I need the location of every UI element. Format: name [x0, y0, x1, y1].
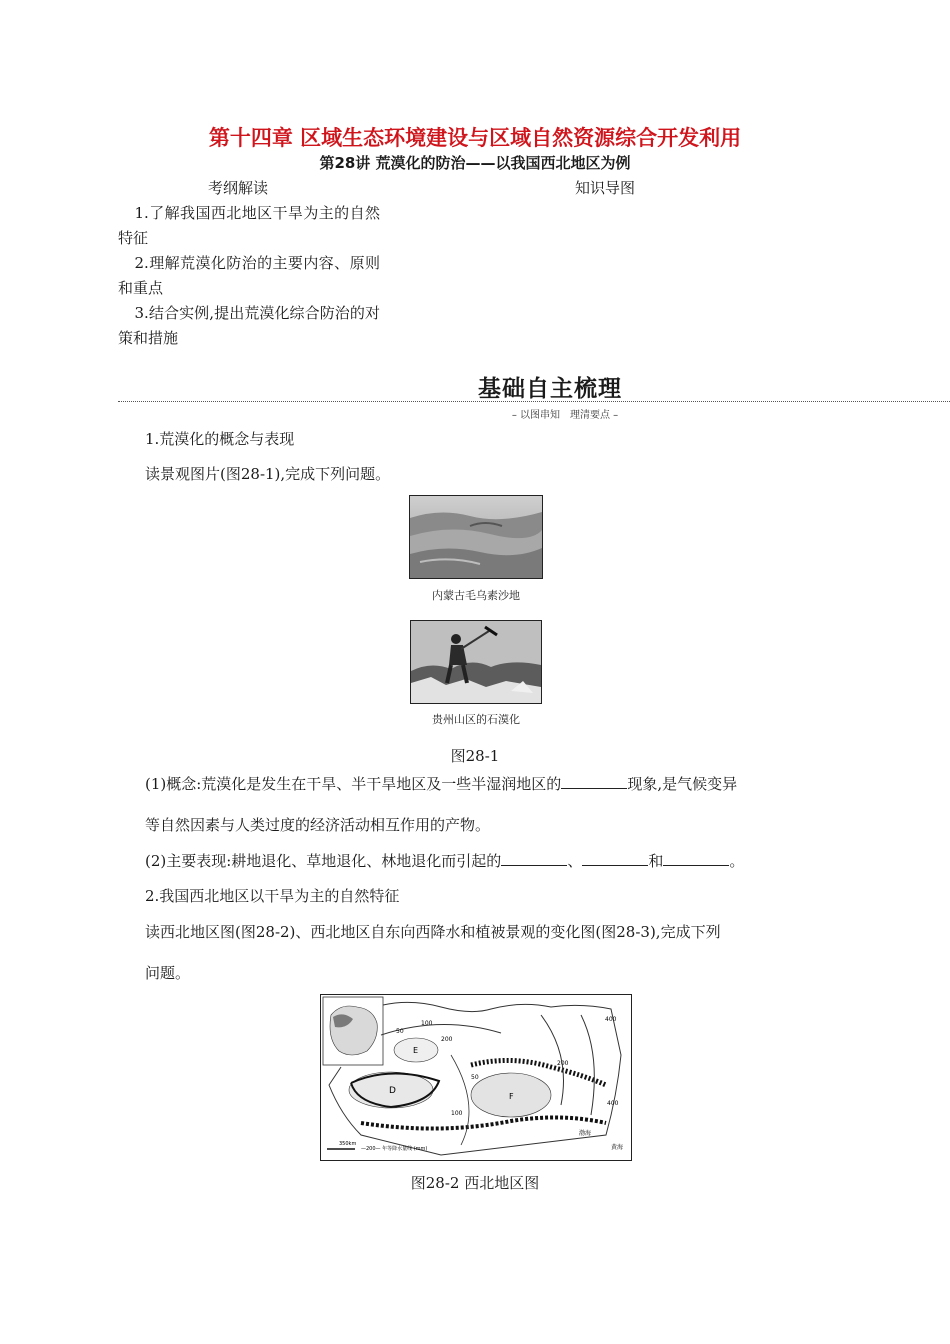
- figure-28-1-label: 图28-1: [450, 747, 500, 765]
- syllabus-heading: 考纲解读: [208, 179, 269, 197]
- question-1-instruction: 读景观图片(图28-1),完成下列问题。: [145, 465, 391, 483]
- separator: 和: [648, 852, 664, 870]
- map-label-d: D: [389, 1086, 396, 1096]
- objective-item: 2.理解荒漠化防治的主要内容、原则和重点: [118, 254, 380, 297]
- answer-blank[interactable]: [582, 851, 648, 866]
- question-2-instruction: 读西北地区图(图28-2)、西北地区自东向西降水和植被景观的变化图(图28-3),完成下列: [145, 923, 721, 941]
- map-label-f: F: [509, 1092, 514, 1101]
- question-1-part-1: [145, 773, 737, 794]
- answer-blank[interactable]: [663, 851, 729, 866]
- figure-28-2-label: 图28-2 西北地区图: [410, 1174, 540, 1192]
- isohyet-label: 400: [607, 1100, 619, 1107]
- separator: 。: [729, 852, 745, 870]
- objectives-list: [118, 201, 380, 351]
- map-graphic: [321, 995, 631, 1160]
- sea-label: 黄海: [611, 1144, 624, 1151]
- isohyet-label: 200: [557, 1060, 569, 1067]
- answer-blank[interactable]: [561, 774, 627, 789]
- northwest-china-map: [320, 994, 632, 1161]
- desert-landscape-image: [410, 496, 542, 578]
- isohyet-label: 100: [421, 1020, 433, 1027]
- concept-text: (1)概念:荒漠化是发生在干旱、半干旱地区及一些半湿润地区的: [145, 775, 562, 793]
- manifestation-text: (2)主要表现:耕地退化、草地退化、林地退化而引起的: [145, 852, 502, 870]
- lecture-title: 第28讲 荒漠化的防治——以我国西北地区为例: [319, 154, 631, 172]
- section-subtitle: – 以图串知 理清要点 –: [511, 410, 619, 421]
- desert-photo-caption: 内蒙古毛乌素沙地: [432, 589, 520, 602]
- chapter-title: 第十四章 区域生态环境建设与区域自然资源综合开发利用: [208, 126, 742, 150]
- map-label-e: E: [413, 1046, 419, 1055]
- map-legend: —200— 年等降水量线 (mm): [361, 1146, 428, 1152]
- question-1-part-1-cont: 等自然因素与人类过度的经济活动相互作用的产物。: [145, 816, 491, 834]
- objective-item: 3.结合实例,提出荒漠化综合防治的对策和措施: [118, 304, 380, 347]
- isohyet-label: 100: [451, 1110, 463, 1117]
- isohyet-label: 400: [605, 1016, 617, 1023]
- map-scale: 350km: [339, 1141, 357, 1147]
- question-1-part-2: [145, 850, 744, 871]
- question-2-heading: 2.我国西北地区以干旱为主的自然特征: [145, 887, 400, 905]
- question-1-heading: 1.荒漠化的概念与表现: [145, 430, 295, 448]
- question-2-instruction-cont: 问题。: [145, 964, 191, 982]
- concept-text-cont: 现象,是气候变异: [627, 775, 738, 793]
- answer-blank[interactable]: [501, 851, 567, 866]
- isohyet-label: 50: [396, 1028, 404, 1035]
- bohai-label: 渤海: [579, 1130, 592, 1137]
- isohyet-label: 50: [471, 1074, 479, 1081]
- farmer-with-hoe-image: [411, 621, 541, 703]
- section-title: 基础自主梳理: [478, 376, 622, 402]
- separator: 、: [567, 852, 583, 870]
- objective-item: 1.了解我国西北地区干旱为主的自然特征: [118, 204, 380, 247]
- section-divider: [118, 401, 950, 402]
- mindmap-heading: 知识导图: [575, 179, 636, 197]
- desert-photo: [409, 495, 543, 579]
- rocky-photo-caption: 贵州山区的石漠化: [432, 713, 520, 726]
- isohyet-label: 200: [441, 1036, 453, 1043]
- rocky-desertification-photo: [410, 620, 542, 704]
